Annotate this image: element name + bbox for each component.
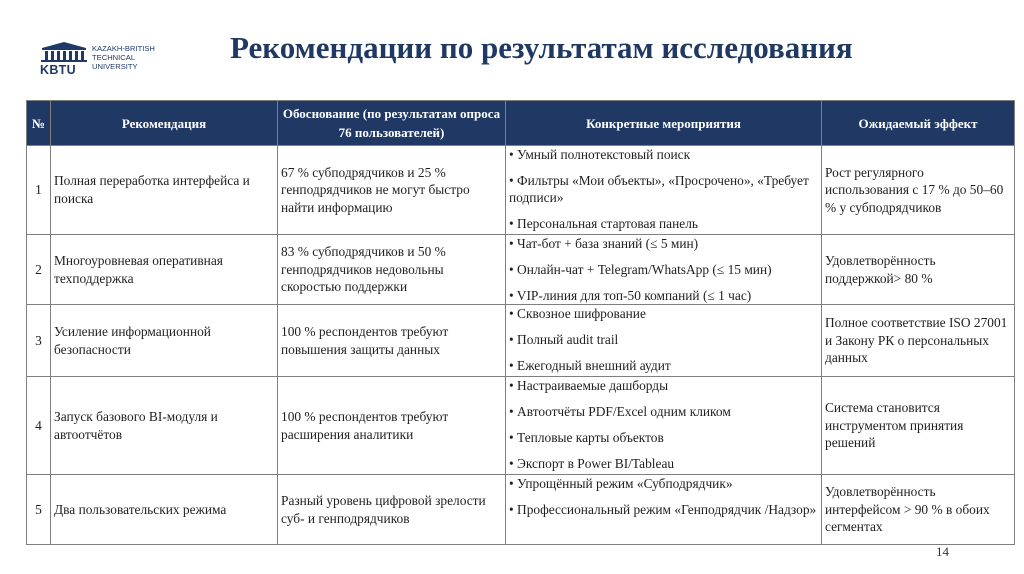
measure-item: • Тепловые карты объектов	[509, 430, 664, 445]
justification-cell: 67 % субподрядчиков и 25 % генподрядчиков не могут быстро найти информацию	[278, 146, 506, 235]
measure-item: • Умный полнотекстовый поиск	[509, 147, 691, 162]
row-number: 2	[27, 235, 51, 305]
measures-cell	[506, 475, 822, 545]
recommendation-cell: Полная переработка интерфейса и поиска	[51, 146, 278, 235]
header-recommendation: Рекомендация	[51, 101, 278, 146]
header-effect: Ожидаемый эффект	[822, 101, 1015, 146]
measure-item: • Ежегодный внешний аудит	[509, 358, 671, 373]
recommendation-cell: Усиление информационной безопасности	[51, 305, 278, 377]
table-row	[27, 377, 1015, 475]
measure-item: • Сквозное шифрование	[509, 306, 646, 321]
table-row	[27, 146, 1015, 235]
logo-university-name	[92, 44, 155, 72]
recommendation-cell: Запуск базового BI-модуля и автоотчётов	[51, 377, 278, 475]
measures-cell	[506, 377, 822, 475]
effect-cell: Рост регулярного использования с 17 % до 50–60 % у субподрядчиков	[822, 146, 1015, 235]
table-row	[27, 305, 1015, 377]
recommendations-table	[26, 100, 1015, 545]
effect-cell: Система становится инструментом принятия решений	[822, 377, 1015, 475]
table-header-row	[27, 101, 1015, 146]
header-justification: Обоснование (по результатам опроса 76 пользователей)	[278, 101, 506, 146]
logo-line-1: KAZAKH-BRITISH	[92, 44, 155, 53]
header-measures: Конкретные мероприятия	[506, 101, 822, 146]
measure-item: • Персональная стартовая панель	[509, 216, 699, 231]
logo-abbreviation: KBTU	[40, 63, 76, 77]
table-row	[27, 475, 1015, 545]
row-number: 3	[27, 305, 51, 377]
effect-cell: Удовлетворённость интерфейсом > 90 % в обоих сегментах	[822, 475, 1015, 545]
measure-item: • Чат-бот + база знаний (≤ 5 мин)	[509, 236, 699, 251]
measure-item: • Автоотчёты PDF/Excel одним кликом	[509, 404, 731, 419]
university-building-icon	[40, 41, 88, 63]
measure-item: • VIP-линия для топ-50 компаний (≤ 1 час)	[509, 288, 752, 303]
effect-cell: Полное соответствие ISO 27001 и Закону РК о персональных данных	[822, 305, 1015, 377]
justification-cell: 100 % респондентов требуют расширения аналитики	[278, 377, 506, 475]
measures-cell	[506, 305, 822, 377]
justification-cell: 83 % субподрядчиков и 50 % генподрядчиков недовольны скоростью поддержки	[278, 235, 506, 305]
recommendation-cell: Два пользовательских режима	[51, 475, 278, 545]
header-number: №	[27, 101, 51, 146]
measures-cell	[506, 146, 822, 235]
measure-item: • Настраиваемые дашборды	[509, 378, 669, 393]
effect-cell: Удовлетворённость поддержкой> 80 %	[822, 235, 1015, 305]
logo-line-2: TECHNICAL	[92, 53, 136, 63]
table-row	[27, 235, 1015, 305]
justification-cell: 100 % респондентов требуют повышения защиты данных	[278, 305, 506, 377]
logo-line-3: UNIVERSITY	[92, 62, 138, 72]
justification-cell: Разный уровень цифровой зрелости суб- и генподрядчиков	[278, 475, 506, 545]
row-number: 1	[27, 146, 51, 235]
kbtu-logo	[40, 41, 170, 81]
slide-title: Рекомендации по результатам исследования	[230, 30, 853, 65]
row-number: 4	[27, 377, 51, 475]
recommendation-cell: Многоуровневая оперативная техподдержка	[51, 235, 278, 305]
row-number: 5	[27, 475, 51, 545]
measure-item: • Онлайн-чат + Telegram/WhatsApp (≤ 15 мин)	[509, 262, 772, 277]
measure-item: • Фильтры «Мои объекты», «Просрочено», «Требует подписи»	[509, 173, 809, 205]
measures-cell	[506, 235, 822, 305]
page-number: 14	[936, 544, 949, 559]
measure-item: • Экспорт в Power BI/Tableau	[509, 456, 675, 471]
measure-item: • Упрощённый режим «Субподрядчик»	[509, 476, 733, 491]
measure-item: • Полный audit trail	[509, 332, 619, 347]
measure-item: • Профессиональный режим «Генподрядчик /Надзор»	[509, 502, 817, 517]
